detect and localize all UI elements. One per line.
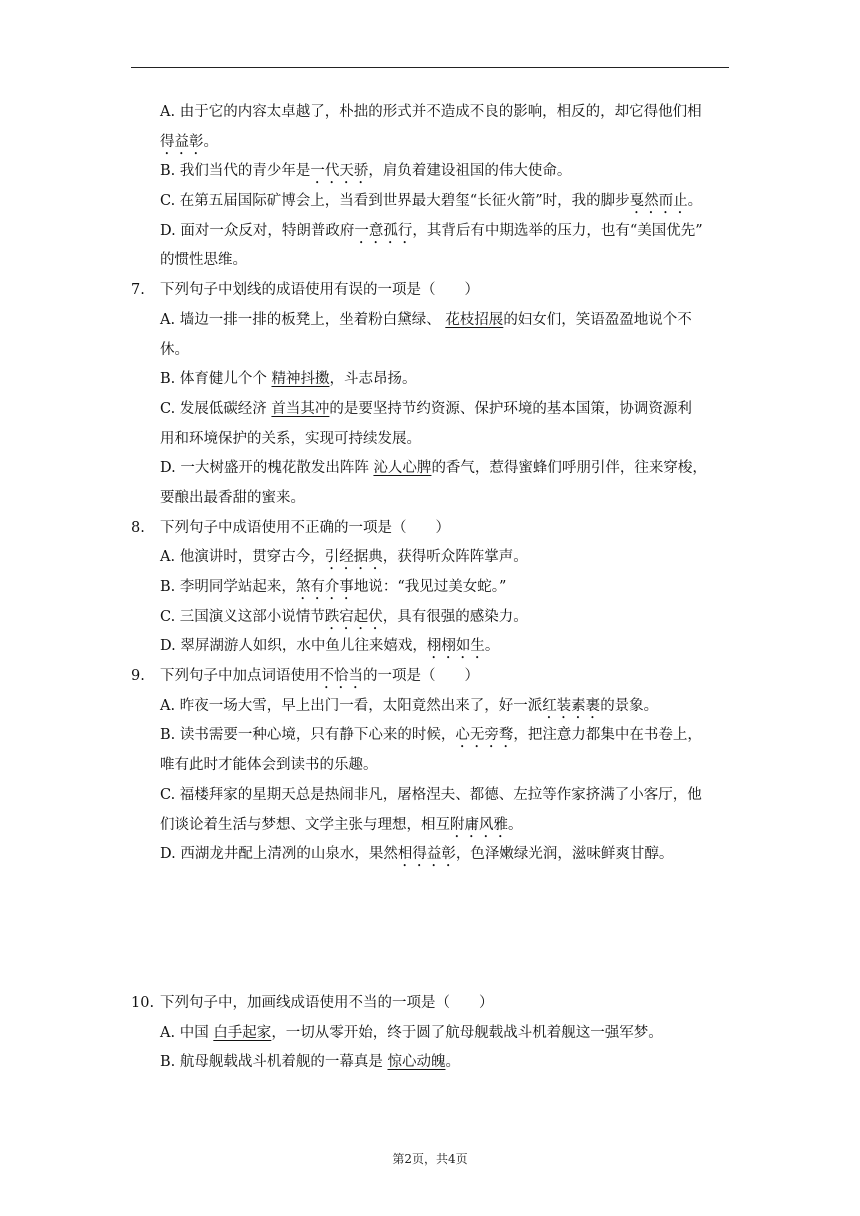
option-text: 。 bbox=[508, 816, 523, 833]
option-line bbox=[131, 603, 731, 633]
question-text: 下列句子中成语使用不正确的一项是（ ） bbox=[160, 519, 450, 536]
option-text: D. 面对一众反对，特朗普政府 bbox=[160, 222, 355, 239]
dotted-idiom: 一代天骄 bbox=[310, 163, 369, 180]
option-line bbox=[131, 454, 731, 484]
option-text: C. 福楼拜家的星期天总是热闹非凡，屠格涅夫、都德、左拉等作家挤满了小客厅，他 bbox=[160, 786, 702, 803]
option-text: 的惯性思维。 bbox=[160, 252, 247, 269]
option-text: D. 西湖龙井配上清冽的山泉水，果然 bbox=[160, 846, 398, 863]
option-text: ，具有很强的感染力。 bbox=[382, 608, 528, 625]
dotted-idiom: 附庸风雅 bbox=[450, 816, 508, 833]
question-number: 8. bbox=[131, 519, 145, 536]
question-text: 的一项是（ ） bbox=[363, 668, 479, 685]
option-line bbox=[131, 543, 731, 573]
option-line bbox=[131, 217, 731, 247]
option-text: A. 墙边一排一排的板凳上，坐着粉白黛绿、 bbox=[160, 311, 446, 328]
option-text: A. 由于它的内容太卓越了，朴拙的形式并不造成不良的影响，相反的，却它得他们相 bbox=[160, 104, 702, 120]
underlined-idiom: 首当其冲 bbox=[271, 400, 330, 417]
option-line bbox=[131, 840, 731, 870]
option-text: 。 bbox=[203, 133, 218, 150]
underlined-idiom: 花枝招展 bbox=[445, 311, 504, 328]
option-line bbox=[131, 306, 731, 336]
option-text: A. 中国 bbox=[160, 1024, 214, 1041]
question-text bbox=[160, 662, 479, 692]
option-text: ，把注意力都集中在书卷上， bbox=[513, 727, 702, 744]
dotted-idiom: 栩栩如生 bbox=[426, 638, 485, 655]
dotted-idiom: 相得益彰 bbox=[397, 846, 456, 863]
option-line bbox=[131, 336, 731, 366]
option-line bbox=[131, 632, 731, 662]
option-text: ，色泽嫩绿光润，滋味鲜爽甘醇。 bbox=[455, 846, 674, 863]
question-text: 下列句子中加点词语使用 bbox=[160, 668, 320, 685]
option-text: ，获得听众阵阵掌声。 bbox=[382, 549, 528, 566]
question-text bbox=[160, 514, 450, 544]
option-text: 地说：“我见过美女蛇。” bbox=[353, 579, 507, 595]
option-text: B. 李明同学站起来， bbox=[160, 579, 296, 595]
question-number: 10. bbox=[131, 994, 155, 1011]
option-text: 用和环境保护的关系，实现可持续发展。 bbox=[160, 430, 421, 447]
option-text: B. 航母舰载战斗机着舰的一幕真是 bbox=[160, 1054, 388, 1071]
dotted-idiom: 煞有介事 bbox=[295, 579, 354, 595]
option-line bbox=[131, 128, 731, 158]
option-line bbox=[131, 721, 731, 751]
dotted-idiom: 跌宕起伏 bbox=[324, 608, 383, 625]
underlined-idiom: 精神抖擞 bbox=[271, 371, 330, 388]
option-text: C. 三国演义这部小说情节 bbox=[160, 608, 325, 625]
underlined-idiom: 沁人心脾 bbox=[373, 460, 432, 477]
dotted-idiom: 得益彰 bbox=[160, 133, 204, 150]
option-text: ，一切从零开始，终于圆了航母舰载战斗机着舰这一强军梦。 bbox=[271, 1024, 663, 1041]
question-text: 下列句子中，加画线成语使用不当的一项是（ ） bbox=[160, 994, 494, 1011]
dotted-idiom: 不恰当 bbox=[319, 668, 363, 685]
questions-7-9 bbox=[131, 276, 731, 870]
question-10 bbox=[131, 989, 731, 1078]
option-text: A. 昨夜一场大雪，早上出门一看，太阳竟然出来了，好一派 bbox=[160, 697, 543, 714]
option-line bbox=[131, 751, 731, 781]
option-text: B. 我们当代的青少年是 bbox=[160, 163, 311, 180]
question-number: 9. bbox=[131, 668, 145, 685]
option-text: ，斗志昂扬。 bbox=[329, 371, 417, 388]
dotted-idiom: 心无旁骛 bbox=[455, 727, 514, 744]
option-text: 的香气，惹得蜜蜂们呼朋引伴，往来穿梭， bbox=[431, 460, 707, 477]
option-text: 的妇女们，笑语盈盈地说个不 bbox=[503, 311, 692, 328]
option-line bbox=[131, 365, 731, 395]
option-text: 要酿出最香甜的蜜来。 bbox=[160, 489, 305, 506]
question-stem bbox=[131, 989, 731, 1019]
option-line bbox=[131, 157, 731, 187]
header-rule bbox=[131, 67, 729, 68]
option-line bbox=[131, 395, 731, 425]
dotted-idiom: 戛然而止 bbox=[629, 193, 688, 210]
option-text: ，肩负着建设祖国的伟大使命。 bbox=[368, 163, 572, 180]
option-line bbox=[131, 484, 731, 514]
page-body bbox=[131, 98, 731, 1078]
dotted-idiom: 红装素裹 bbox=[542, 697, 601, 714]
option-line bbox=[131, 1048, 731, 1078]
question-text bbox=[160, 989, 494, 1019]
underlined-idiom: 白手起家 bbox=[213, 1024, 272, 1041]
option-text: 唯有此时才能体会到读书的乐趣。 bbox=[160, 757, 378, 774]
question-number: 7. bbox=[131, 282, 145, 299]
option-line bbox=[131, 246, 731, 276]
option-text: C. 发展低碳经济 bbox=[160, 400, 272, 417]
question-text bbox=[160, 276, 479, 306]
option-text: 们谈论着生活与梦想、文学主张与理想，相互 bbox=[160, 816, 450, 833]
blank-gap bbox=[131, 870, 731, 989]
question-stem bbox=[131, 662, 731, 692]
option-text: 休。 bbox=[160, 341, 189, 358]
option-text: 的是要坚持节约资源、保护环境的基本国策，协调资源利 bbox=[329, 400, 692, 417]
option-line bbox=[131, 573, 731, 603]
option-text: D. 一大树盛开的槐花散发出阵阵 bbox=[160, 460, 374, 477]
option-line bbox=[131, 811, 731, 841]
option-text: A. 他演讲时，贯穿古今， bbox=[160, 549, 325, 566]
question-stem bbox=[131, 276, 731, 306]
dotted-idiom: 引经据典 bbox=[324, 549, 383, 566]
question-6-options bbox=[131, 98, 731, 276]
option-text: ，其背后有中期选举的压力，也有“美国优先” bbox=[412, 222, 703, 239]
option-line bbox=[131, 692, 731, 722]
option-line bbox=[131, 98, 731, 128]
option-text: C. 在第五届国际矿博会上，当看到世界最大碧玺“长征火箭”时，我的脚步 bbox=[160, 193, 630, 210]
question-text: 下列句子中划线的成语使用有误的一项是（ ） bbox=[160, 282, 479, 299]
option-text: B. 读书需要一种心境，只有静下心来的时候， bbox=[160, 727, 456, 744]
page-footer: 第2页，共4页 bbox=[392, 1152, 468, 1166]
question-stem bbox=[131, 514, 731, 544]
option-line bbox=[131, 781, 731, 811]
underlined-idiom: 惊心动魄 bbox=[387, 1054, 446, 1071]
option-text: 。 bbox=[484, 638, 500, 655]
option-text: B. 体育健儿个个 bbox=[160, 371, 272, 388]
option-line bbox=[131, 425, 731, 455]
dotted-idiom: 一意孤行 bbox=[354, 222, 413, 239]
option-text: 。 bbox=[445, 1054, 460, 1071]
option-text: 的景象。 bbox=[600, 697, 659, 714]
option-line bbox=[131, 187, 731, 217]
option-line bbox=[131, 1019, 731, 1049]
option-text: 。 bbox=[687, 193, 703, 210]
option-text: D. 翠屏湖游人如织，水中鱼儿往来嬉戏， bbox=[160, 638, 427, 655]
